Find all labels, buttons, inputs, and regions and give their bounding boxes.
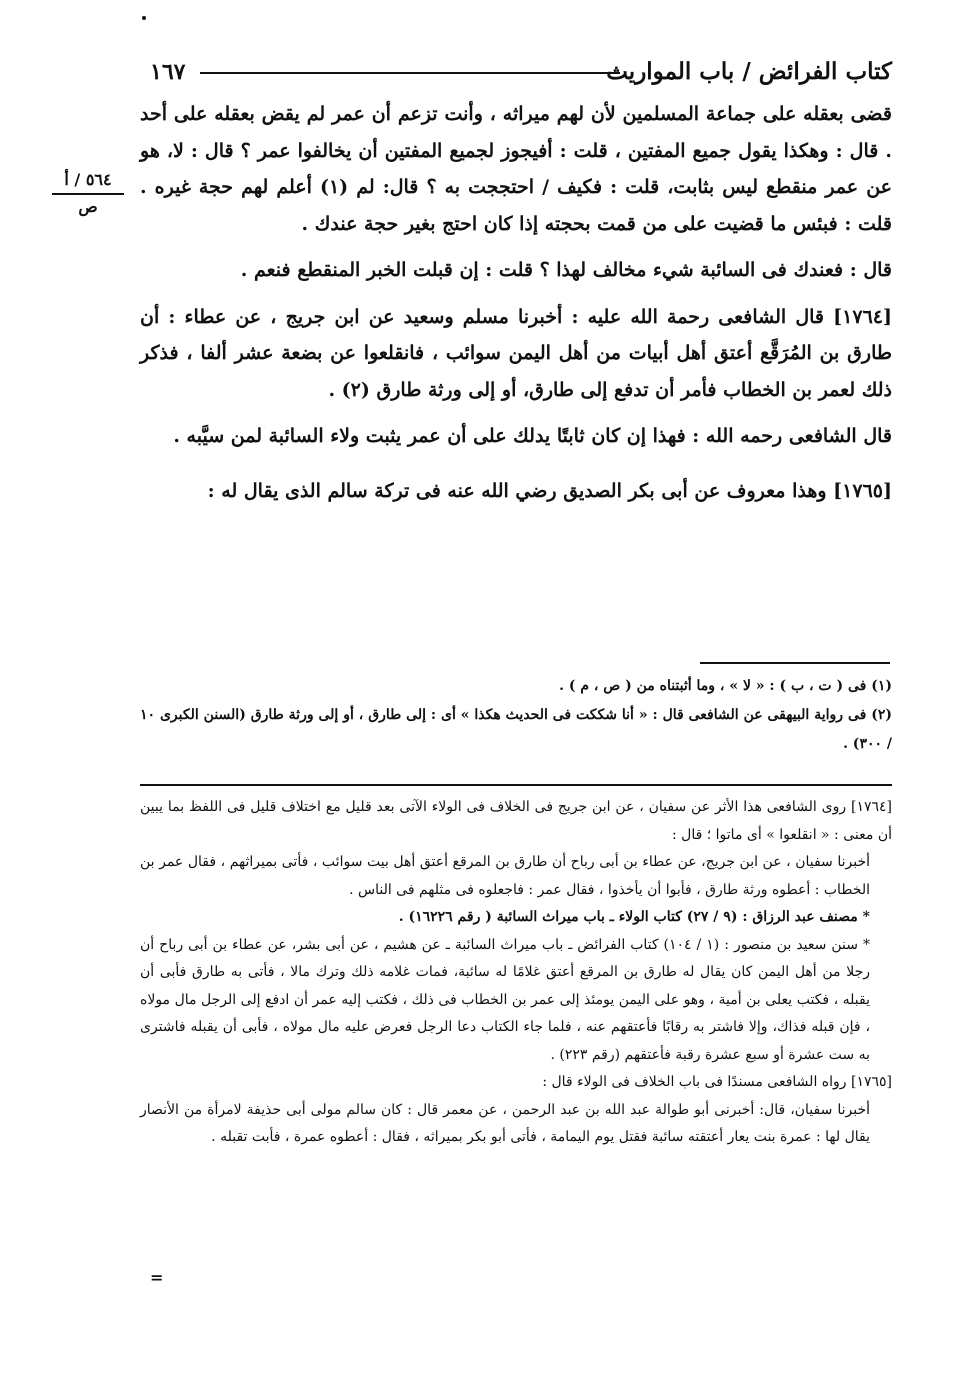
running-header (140, 54, 892, 90)
header-title: كتاب الفرائض / باب المواريث (606, 58, 892, 85)
note-1764-quote: أخبرنا سفيان ، عن ابن جريج، عن عطاء بن أبى رباح أن طارق بن المرقع أعتق أهل بيت سوائب ، فأتى بميراثهم ، فقال عمر بن الخطاب : أعطوه ورثة طارق ، فأبوا أن يأخذوا ، فقال عمر : فاجعلوه فى مثلهم فى الناس . (140, 854, 870, 898)
margin-reference (52, 170, 124, 216)
footnote-2: (٢) فى رواية البيهقى عن الشافعى قال : « أنا شككت فى الحديث هكذا » أى : إلى طارق ، أو إلى ورثة طارق (السنن الكبرى ١٠ / ٣٠٠) . (140, 707, 892, 752)
paragraph-4 (140, 418, 892, 455)
paragraph-1764 (140, 299, 892, 409)
paragraph-text: وهذا معروف عن أبى بكر الصديق رضي الله عنه فى تركة سالم الذى يقال له : (207, 479, 827, 502)
continuation-mark: = (150, 1268, 164, 1287)
note-abdulrazzaq: * مصنف عبد الرزاق : (٩ / ٢٧) كتاب الولاء ـ باب ميراث السائبة ( رقم ١٦٢٢٦) . (398, 909, 870, 925)
speaker: قال الشافعى (718, 305, 825, 328)
footnotes (140, 672, 892, 759)
section-rule (140, 784, 892, 786)
paragraph-text: رحمه الله : فهذا إن كان ثابتًا يدلك على أن عمر يثبت ولاء السائبة لمن سيَّبه . (173, 425, 783, 447)
header-rule (200, 72, 620, 74)
paragraph-text: رحمة الله عليه : أخبرنا مسلم وسعيد عن ابن جريج ، عن عطاء : أن طارق بن المُرَقَّع أعتق أهل أبيات من أهل اليمن سوائب ، فانقلعوا عن بضعة عشر ألفا ، فذكر ذلك لعمر بن الخطاب فأمر أن تدفع إلى طارق، أو إلى ورثة طارق (٢) . (140, 305, 892, 401)
paragraph-1: قضى بعقله على جماعة المسلمين لأن لهم ميراثه ، وأنت تزعم أن عمر لم يقض بعقله على أحد . قال : وهكذا يقول جميع المفتين ، قلت : أفيجوز لجميع المفتين أن يخالفوا عمر ؟ قال : لا، هو عن عمر منقطع ليس بثابت، قلت : فكيف / احتججت به ؟ قال: لم (١) أعلم لهم حجة غيره . قلت : فبئس ما قضيت على من قمت بحجته إذا كان احتج بغير حجة عندك . (140, 103, 892, 235)
note-1764: [١٧٦٤] روى الشافعى هذا الأثر عن سفيان ، عن ابن جريج فى الخلاف فى الولاء الآتى بعد قليل مع اختلاف قليل فى اللفظ بما يبين أن معنى : « انقلعوا » أى ماتوا ؛ قال : (140, 799, 892, 843)
note-1765-quote: أخبرنا سفيان، قال: أخبرنى أبو طوالة عبد الله بن عبد الرحمن ، عن معمر قال : كان سالم مولى أبى حذيفة لامرأة من الأنصار يقال لها : عمرة بنت يعار أعتقته سائبة فقتل يوم اليمامة ، فأتى أبو بكر بميراثه ، فقال : أعطوه عمرة ، فأبت تقبله . (140, 1101, 870, 1145)
entry-number: [١٧٦٥] (833, 479, 892, 502)
main-text (140, 96, 892, 519)
margin-ref-folio: ٥٦٤ / أ (52, 170, 124, 195)
footnote-1: (١) فى ( ت ، ب ) : « لا » ، وما أثبتناه من ( ص ، م ) . (559, 678, 892, 694)
paragraph-2: قال : فعندك فى السائبة شيء مخالف لهذا ؟ قلت : إن قبلت الخبر المنقطع فنعم . (240, 259, 892, 281)
speaker: قال الشافعى (788, 425, 892, 447)
paragraph-1765 (140, 473, 892, 510)
page-number: ١٦٧ (150, 59, 186, 85)
note-1765: [١٧٦٥] رواه الشافعى مسندًا فى باب الخلاف فى الولاء قال : (542, 1074, 892, 1090)
ink-dot (142, 16, 146, 20)
entry-number: [١٧٦٤] (833, 305, 892, 328)
takhrij-notes (140, 794, 892, 1152)
margin-ref-siglum: ص (78, 197, 98, 216)
footnote-rule (700, 662, 890, 664)
note-said-mansur: * سنن سعيد بن منصور : (١ / ١٠٤) كتاب الفرائض ـ باب ميراث السائبة ـ عن هشيم ، عن أبى بشر، عن عطاء بن أبى رباح أن رجلا من أهل اليمن كان يقال له طارق بن المرقع أعتق غلامًا له سائبة، فمات غلامه ذلك وترك مالا ، فأتى به طارق فأبى أن يقبله ، فكتب يعلى بن أمية ، وهو على اليمن يومئذ إلى عمر بن الخطاب فى ذلك ، فكتب إليه عمر أن ادفع إلى الرجل مال مولاه ، فإن قبله فذاك، وإلا فاشتر به رقابًا فأعتقهم عنه ، فلما جاء الكتاب دعا الرجل فعرض عليه مال مولاه ، فأبى أن يقبله فاشترى به ست عشرة أو سبع عشرة رقبة فأعتقهم (رقم ٢٢٣) . (140, 936, 870, 1063)
